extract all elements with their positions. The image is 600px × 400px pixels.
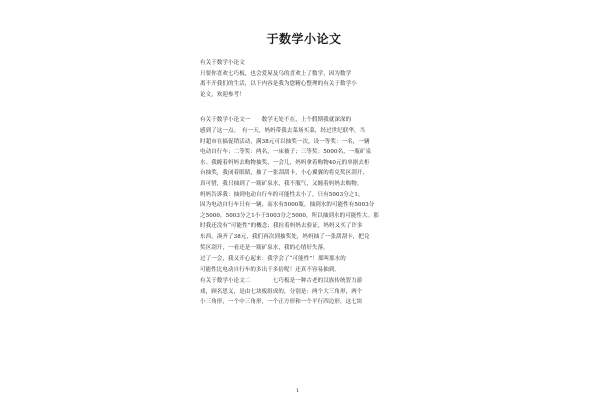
essay-one-conclusion: 过了一会，我又开心起来：我学会了“可能性”！那叫那水的 可能性比电动自行车的多出千多倍呢！还真不容易抽到。 [200,256,346,273]
page-number: 1 [296,388,300,394]
intro-paragraph: 只要你喜欢七巧板，也会爱屋及乌的喜欢上了数学，因为数学 离不开我们的生活，以下内容是我为您精心整理的有关于数学小 论文，欢迎参考！ [200,70,357,98]
document-body [200,30,408,308]
document-subtitle: 有关于数学小论文 [200,60,245,66]
essay-two-paragraph: 有关于数学小论文二 七巧板是一种古老的汉族传统智力游 戏，顾名思义，是由七块板组成的，分别是：两个大三角形，两个 小三角形，一个中三角形，一个正方形和一个平行四边形，这七块 [200,278,363,306]
document-title: 于数学小论文 [266,32,342,46]
essay-one-paragraph: 有关于数学小论文一 数学无处不在，上个假期我就深深的 感到了这一点。 有一天，妈妈带我去菜场买菜，经过世纪联华，当 时超市在搞促销活动，满38元可以抽奖一次，设一等奖：一名，一辆 电动自行车；二等奖：两名，一床被子；三等奖：5000名，一瓶矿泉 水。我缠着妈妈去购物抽奖，一会儿，妈妈拿着购物40元的单据去柜 台抽奖，我闭着眼睛，抽了一张刮刮卡，小心翼翼的将兑奖区刮开， 真可惜，我只抽到了一瓶矿泉水，我不服气，又缠着妈妈去购物。 妈妈告诉我：抽到电动自行车的可能性太小了，只有5003分之1， 因为电动自行车只有一辆，而水有5000瓶，抽到水的可能性有5003分 之5000，5003分之1小于5003分之5000，所以抽到水的可能性大。那 时我还没有“可能性”的概念；我拉着妈妈去验证，妈妈又买了许多 东西，凑齐了38元，我们再次到抽奖处，妈妈抽了一张刮刮卡，把兑 奖区刮开，一看还是一瓶矿泉水，我的心情好失落。 [200,117,379,251]
